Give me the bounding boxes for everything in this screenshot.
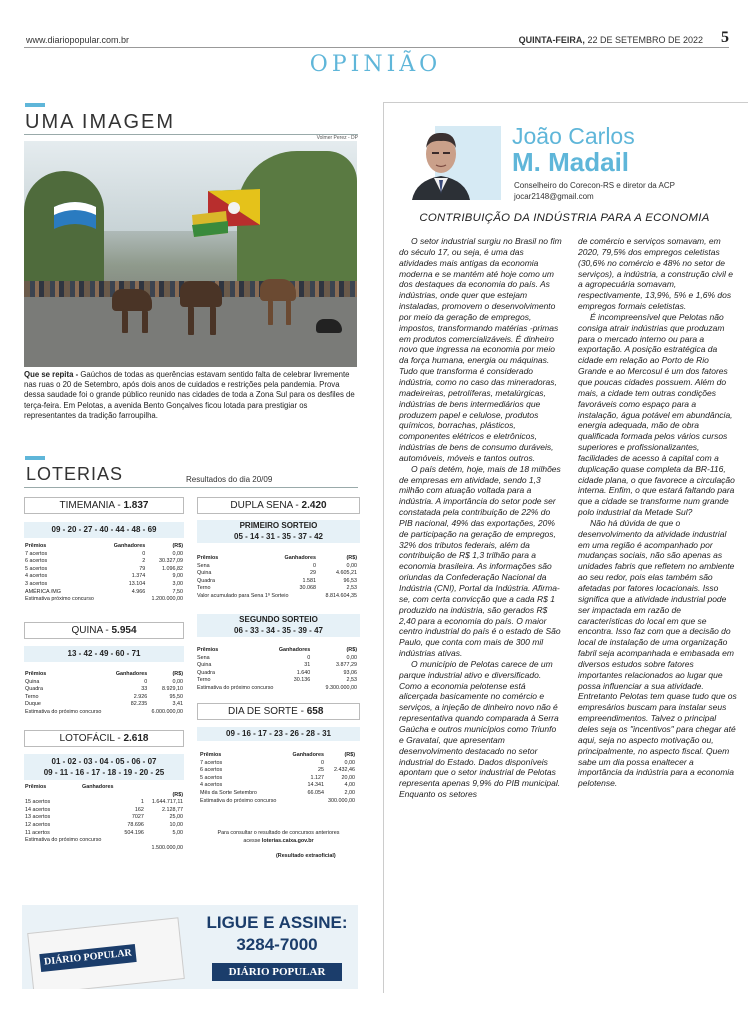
lottery-accent bbox=[25, 456, 45, 460]
paragraph: de comércio e serviços somavam, em 2020, 79,5% dos empregos celetistas (30,6% no comércio e 48% no setor de serviços), a indústria, a construção civil e a agropecuária somavam, respectivamente, 13,9%, 5% e 1,6% dos empregos formais celetistas. bbox=[578, 236, 733, 312]
image-section-rule bbox=[24, 134, 358, 135]
author-first-name: João Carlos bbox=[512, 123, 635, 149]
ad-phone: 3284-7000 bbox=[236, 935, 318, 954]
ad-headline: LIGUE E ASSINE: bbox=[206, 913, 348, 932]
lottery-title: LOTERIAS bbox=[26, 464, 124, 484]
duplasena-header: DUPLA SENA - 2.420 bbox=[197, 497, 360, 514]
paragraph: O município de Pelotas carece de um parque industrial ativo e diversificado. Como a economia pelotense está alicerçada basicamente no comércio e serviços, a injeção de dinheiro novo não é representativa quando comparada à Serra Gaúcha e outros municípios como Triunfo e Gravataí, que apresentam desenvolvimento destacado no setor industrial do Estado. Dados disponíveis apontam que o setor industrial de Pelotas representa apenas 9,9% do PIB municipal. Enquanto os setores bbox=[399, 658, 561, 800]
page-number: 5 bbox=[721, 29, 729, 46]
lottery-link[interactable]: loterias.caixa.gov.br bbox=[261, 838, 314, 844]
author-email[interactable]: jocar2148@gmail.com bbox=[514, 192, 594, 201]
quina-numbers: 13 - 42 - 49 - 60 - 71 bbox=[24, 646, 184, 662]
paragraph: Não há dúvida de que o desenvolvimento da atividade industrial em uma região é acompanhado por mudanças sociais, não são apenas as unidades fabris que refletem no ambiente ao seu redor, pois elas também são afetadas por fatores locacionais. Isso significa que a atividade industrial pode ser impactada em razão de características do local em que se encontra. Isso faz com que a decisão do local de instalação de uma organização fabril seja acompanhada e embasada em diversos estudos sobre fatores importantes relacionados ao lugar que possa influenciar a sua atividade. Entretanto Pelotas tem quase tudo que os empresários buscam para instalar seus empreendimentos. Talvez o principal deles seja os "incentivos" para chegar até aqui, seja no aspecto motivação ou, principalmente, no aspecto fiscal. Quem sabe um dia possa enaltecer a importância da indústria para a economia pelotense. bbox=[578, 517, 737, 789]
issue-date: QUINTA-FEIRA, 22 DE SETEMBRO DE 2022 bbox=[518, 35, 703, 45]
lottery-rule bbox=[24, 487, 358, 488]
subscription-ad[interactable] bbox=[22, 905, 358, 989]
author-last-name: M. Madail bbox=[512, 147, 630, 177]
paragraph: O setor industrial surgiu no Brasil no fim do século 17, ou seja, é uma das atividades mais antigas da economia moderna e se mantém até hoje como um dos destaques da economia do país. As indústrias, onde quer que estejam instaladas, promovem o desenvolvimento por meio da geração de empregos, impostos, transformando matérias -primas em produtos comercializáveis. É dinheiro novo que ingressa na economia por meio da força humana, energia ou máquinas. Tudo que transforma é considerado indústria, como no caso das mineradoras, madeireiras, petrolíferas, metalúrgicas, indústrias de bens intermediários que produzem papel e celulose, produtos químicos, borrachas, plásticos, componentes elétricos e eletrônicos, indústrias de bens de consumo duráveis, automóveis, móveis e tantos outros. bbox=[399, 236, 562, 463]
article-column-1 bbox=[399, 236, 563, 800]
duplasena-first-draw: PRIMEIRO SORTEIO 05 - 14 - 31 - 35 - 37 - 42 bbox=[197, 520, 360, 543]
lotofacil-numbers: 01 - 02 - 03 - 04 - 05 - 06 - 07 09 - 11 - 16 - 17 - 18 - 19 - 20 - 25 bbox=[24, 754, 184, 780]
quina-prize-table: Prêmios Ganhadores (R$) Quina 0 0,00 Quadra 33 8.929,10 Terno 2.926 95,50 Duque 82.235 3,41 Estimativa do próximo concurso 6.000.000,00 bbox=[25, 671, 183, 715]
image-section-title: UMA IMAGEM bbox=[25, 111, 176, 133]
timemania-numbers: 09 - 20 - 27 - 40 - 44 - 48 - 69 bbox=[24, 522, 184, 538]
timemania-prize-table: Prêmios Ganhadores (R$) 7 acertos 0 0,00 6 acertos 2 30.327,09 5 acertos 79 1.096,82 4 acertos 1.374 9,00 3 acertos 13.104 3,00 AMÉRICA /MG 4.966 7,50 Estimativa próximo concurso 1.200.000,00 bbox=[25, 543, 183, 603]
section-title: OPINIÃO bbox=[309, 52, 442, 77]
newspaper-logo: DIÁRIO POPULAR bbox=[39, 944, 136, 972]
lottery-consult-note: Para consultar o resultado de concursos anteriores acesse loterias.caixa.gov.br bbox=[217, 830, 340, 844]
lotofacil-winners-head: Ganhadores bbox=[82, 784, 114, 790]
photo-credit: Volmer Perez - DP bbox=[316, 135, 358, 141]
photo-caption: Que se repita - Gaúchos de todas as querências estavam sentido falta de celebrar livremente nas ruas o 20 de Setembro, após dois anos de cuidados e restrições pela pandemia. Prova dessa saudade foi o grande público reunido nas cidades de toda a Zona Sul para os desfiles de terça-feira. Em Pelotas, a avenida Bento Gonçalves ficou lotada para prestigiar os representantes da tradição farroupilha. bbox=[24, 370, 355, 420]
timemania-header: TIMEMANIA - 1.837 bbox=[24, 497, 184, 514]
diadesorte-prize-table: Prêmios Ganhadores (R$) 7 acertos 0 0,00 6 acertos 25 2.432,46 5 acertos 1.127 20,00 4 acertos 14.341 4,00 Mês da Sorte Setembro 66.054 2,00 Estimativa do próximo concurso 300.000,00 bbox=[200, 752, 355, 804]
lottery-unofficial: (Resultado extraoficial) bbox=[276, 853, 336, 859]
header-rule bbox=[24, 47, 729, 48]
lotofacil-prize-table: Prêmios (R$) 15 acertos 1 1.644.717,11 14 acertos 162 2.128,77 13 acertos 7027 25,00 12 acertos 78.696 10,00 11 acertos 504.196 5,00 Estimativa do próximo concurso 1.500.000,00 bbox=[25, 784, 183, 851]
paragraph: É incompreensível que Pelotas não consiga atrair indústrias que produzam para o mercado interno ou para a exportação. A posição estratégica da cidade em relação ao Porto de Rio Grande e ao Mercosul é um dos fatores que poucas cidades possuem. Além do mais, a cidade tem outras condições favoráveis como espaço para a instalação, água potável em abundância, energia adequada, mão de obra qualificada formada pelos vários cursos superiores e profissionalizantes, facilidades de acesso à capital com a duplicação quase completa da BR-116, cidade plana, o que favorece a circulação interna. Enfim, o que estará faltando para que a cidade se transforme num grande polo industrial da Metade Sul? bbox=[578, 311, 735, 518]
diadesorte-header: DIA DE SORTE - 658 bbox=[197, 703, 360, 720]
author-role: Conselheiro do Corecon-RS e diretor da ACP bbox=[514, 181, 675, 190]
lottery-results-date: Resultados do dia 20/09 bbox=[186, 475, 273, 484]
paragraph: O país detém, hoje, mais de 18 milhões de empresas em atividade, sendo 1,3 milhão com atuação voltada para a indústria. A importância do setor pode ser constatada pela contribuição de 22% do PIB nacional, 49% das exportações, 20% de participação na geração de empregos, 32% dos tributos federais, além da contribuição de R$ 1,3 trilhão para a economia brasileira. As informações são oriundas da Confederação Nacional da Indústria (CNI), Portal da Indústria. Afirma-se, com certa convicção que a cada R$ 1 produzido na indústria, são gerados R$ 2,40 para a economia do país. O maior centro industrial do país é o estado de São Paulo, que conta com mais de 300 mil indústrias ativas. bbox=[399, 463, 561, 659]
section-accent bbox=[25, 103, 45, 107]
duplasena-second-draw: SEGUNDO SORTEIO 06 - 33 - 34 - 35 - 39 - 47 bbox=[197, 614, 360, 637]
duplasena-second-table: Prêmios Ganhadores (R$) Sena 0 0,00 Quina 31 3.877,29 Quadra 1.640 93,06 Terno 30.136 2,53 Estimativa do próximo concurso 9.300.000,00 bbox=[197, 647, 357, 691]
article-column-2 bbox=[578, 236, 738, 789]
quina-header: QUINA - 5.954 bbox=[24, 622, 184, 639]
diadesorte-numbers: 09 - 16 - 17 - 23 - 26 - 28 - 31 bbox=[197, 727, 360, 741]
parade-photo bbox=[24, 141, 357, 367]
ad-brand: DIÁRIO POPULAR bbox=[212, 963, 342, 981]
lotofacil-header: LOTOFÁCIL - 2.618 bbox=[24, 730, 184, 747]
author-portrait bbox=[408, 122, 474, 200]
site-url: www.diariopopular.com.br bbox=[26, 35, 130, 45]
duplasena-first-table: Prêmios Ganhadores (R$) Sena 0 0,00 Quina 29 4.605,21 Quadra 1.581 96,53 Terno 30.068 2,53 Valor acumulado para Sena 1º Sorteio 8.814.604,35 bbox=[197, 555, 357, 599]
article-title: CONTRIBUIÇÃO DA INDÚSTRIA PARA A ECONOMIA bbox=[419, 212, 710, 224]
